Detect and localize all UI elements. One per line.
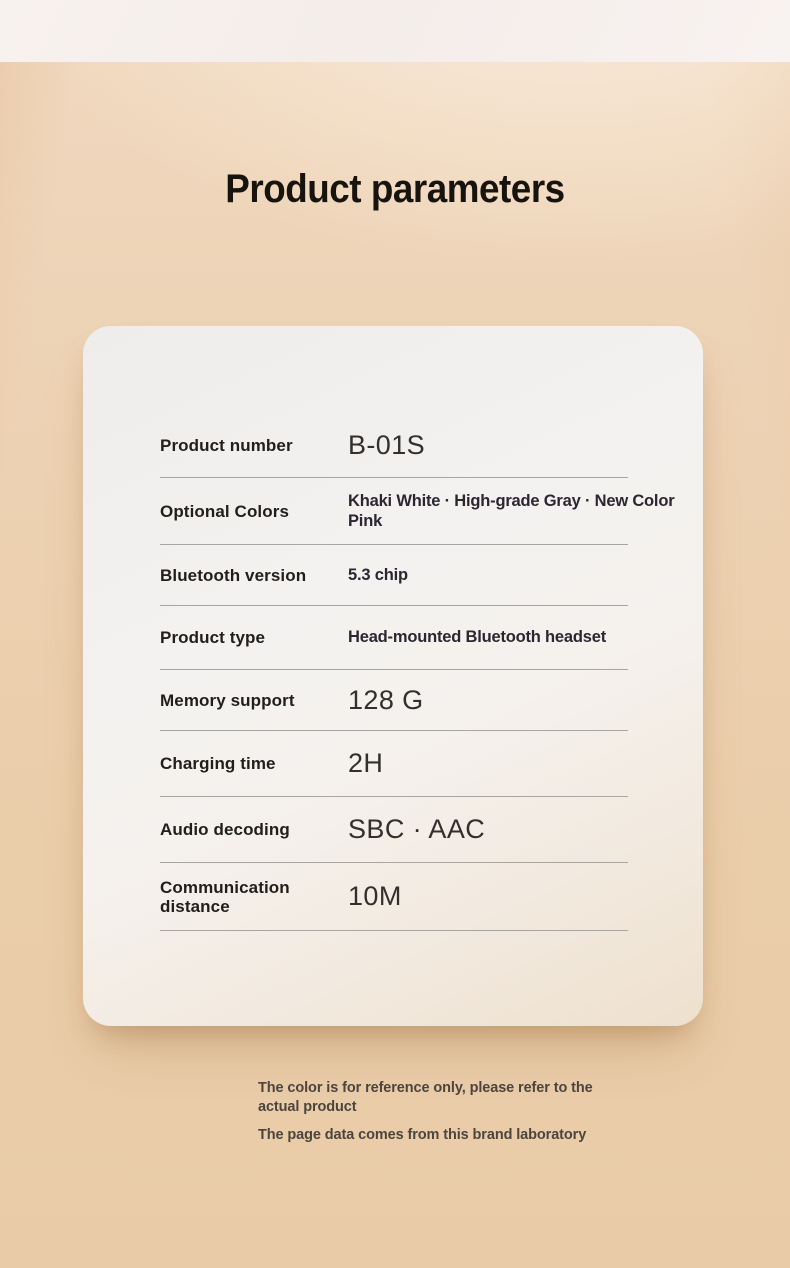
spec-row-bluetooth-version <box>160 545 690 606</box>
note-line: The color is for reference only, please refer to the <box>258 1080 593 1096</box>
spec-row-product-type <box>160 606 690 670</box>
specs-card <box>83 326 703 1026</box>
spec-value: Head-mounted Bluetooth headset <box>348 628 607 647</box>
spec-value: 2H <box>348 748 384 779</box>
spec-label: Product number <box>160 436 293 456</box>
spec-label: Communication distance <box>160 877 290 916</box>
spec-value: 128 G <box>348 684 424 715</box>
spec-label: Optional Colors <box>160 501 289 521</box>
page-title: Product parameters <box>225 167 565 211</box>
spec-value: 10M <box>348 881 402 912</box>
spec-row-charging-time <box>160 731 690 797</box>
spec-row-product-number <box>160 414 690 478</box>
spec-row-audio-decoding <box>160 797 690 863</box>
spec-row-optional-colors <box>160 478 690 545</box>
row-divider <box>160 930 628 931</box>
note-data-source: The page data comes from this brand laboratory <box>258 1127 587 1143</box>
disclaimer-notes <box>258 1079 658 1145</box>
spec-label: Memory support <box>160 690 295 710</box>
spec-label: Product type <box>160 628 266 648</box>
note-color-disclaimer <box>258 1079 658 1116</box>
spec-value: B-01S <box>348 430 426 461</box>
note-line: actual product <box>258 1098 357 1115</box>
top-strip <box>0 0 790 62</box>
spec-row-memory-support <box>160 670 690 731</box>
spec-value: Khaki White · High-grade Gray · New Color Pink <box>348 492 675 530</box>
spec-row-communication-distance <box>160 863 690 931</box>
spec-table <box>160 414 690 931</box>
spec-label: Bluetooth version <box>160 565 307 585</box>
spec-label: Audio decoding <box>160 820 290 840</box>
spec-label: Charging time <box>160 754 276 774</box>
spec-value: 5.3 chip <box>348 565 408 584</box>
spec-value: SBC · AAC <box>348 814 486 845</box>
